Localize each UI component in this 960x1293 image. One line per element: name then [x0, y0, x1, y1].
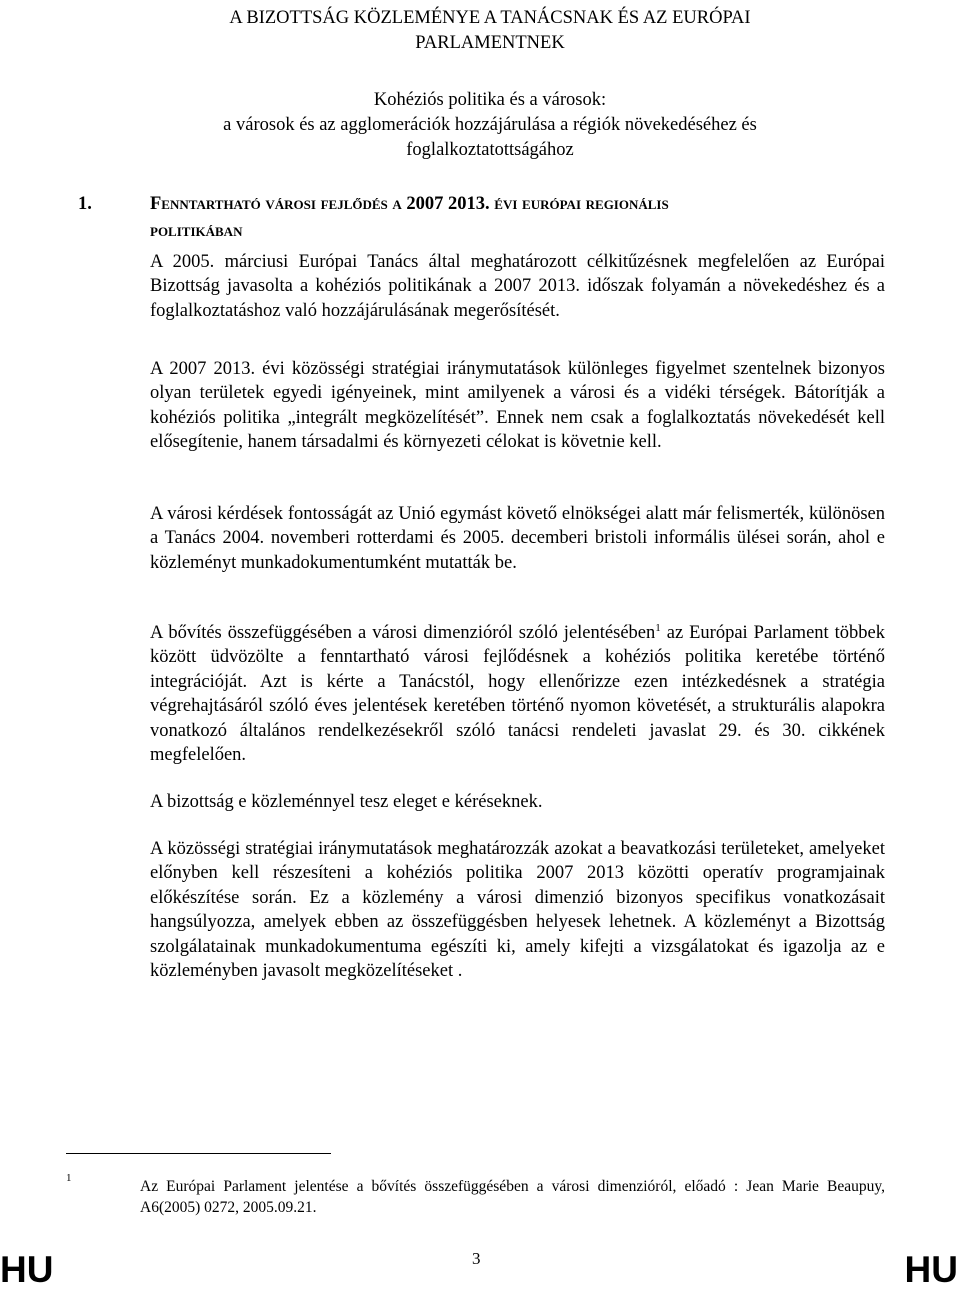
footnote-divider [66, 1153, 331, 1154]
section-heading-part2: évi európai regionális [494, 194, 669, 214]
paragraph-strategic-guidelines: A 2007 2013. évi közösségi stratégiai iránymutatások különleges figyelmet szentelnek bizonyos olyan területek egyedi igényeinek, mint amilyenek a városi és a vidéki térségek. Bátorítják a kohéziós politika „integrált megközelítését”. Ennek nem csak a foglalkoztatás növekedését kell elősegítenie, hanem társadalmi és környezeti célokat is követnie kell. [150, 359, 885, 453]
document-title [150, 6, 830, 56]
subtitle-line-2: a városok és az agglomerációk hozzájárulása a régiók növekedéséhez és [223, 115, 757, 135]
section-heading-year-start: 2007 [406, 194, 444, 214]
paragraph-urban-issues: A városi kérdések fontosságát az Unió egymást követő elnökségei alatt már felismerték, különösen a Tanács 2004. novemberi rotterdami és 2005. decemberi bristoli informális ülései során, ahol e közleményt munkadokumentumként mutatták be. [150, 504, 885, 573]
language-code-left: HU [0, 1249, 54, 1290]
subtitle-line-1: Kohéziós politika és a városok: [373, 90, 607, 110]
title-line-2: PARLAMENTNEK [415, 33, 565, 53]
section-heading-year-end: 2013. [448, 194, 490, 214]
enlargement-text-end: az Európai Parlament többek között üdvözölte a fenntartható városi fejlődésnek a kohéziós politika keretébe történő integrációját. Azt is kérte a Tanácstól, hogy ellenőrizze ezen intézkedésnek a stratégia végrehajtásáról szóló éves jelentések keretében történő nyomon követését, a strukturális alapokra vonatkozó általános rendelkezésekről szóló tanácsi rendeleti javaslat 29. és 30. cikkének megfelelően. [150, 623, 886, 766]
section-heading-part1: Fenntartható városi fejlődés a [150, 194, 402, 214]
enlargement-text-start: A bővítés összefüggésében a városi dimenzióról szóló jelentésében [150, 623, 656, 643]
document-subtitle [120, 88, 860, 163]
page-number: 3 [472, 1249, 481, 1268]
title-line-1: A BIZOTTSÁG KÖZLEMÉNYE A TANÁCSNAK ÉS AZ EURÓPAI [229, 8, 751, 28]
paragraph-intervention-areas: A közösségi stratégiai iránymutatások meghatározzák azokat a beavatkozási területeket, amelyeket előnyben kell részesíteni a kohéziós politika 2007 2013 közötti operatív programjainak előkészítése során. Ez a közlemény a városi dimenzió bizonyos specifikus vonatkozásait hangsúlyozza, amelyek ebben az összefüggésben helyesek lehetnek. A közleményt a Bizottság szolgálatainak munkadokumentuma egészíti ki, amely kifejti a vizsgálatokat és igazolja az e közleményben javasolt megközelítéseket . [150, 839, 885, 982]
footnote-reference[interactable]: 1 [655, 622, 661, 634]
paragraph-enlargement [150, 621, 885, 767]
language-code-right: HU [904, 1249, 958, 1290]
section-heading [78, 191, 898, 245]
subtitle-line-3: foglalkoztatottságához [406, 140, 574, 160]
footnote-number: 1 [66, 1172, 72, 1184]
footnote-text: Az Európai Parlament jelentése a bővítés összefüggésében a városi dimenzióról, előadó : Jean Marie Beaupuy, A6(2005) 0272, 2005.09.21. [140, 1178, 885, 1216]
section-number: 1. [78, 194, 92, 214]
section-heading-line-2: politikában [150, 221, 243, 241]
paragraph-european-council: A 2005. márciusi Európai Tanács által meghatározott célkitűzésnek megfelelően az Európai Bizottság javasolta a kohéziós politikának a 2007 2013. időszak folyamán a növekedéshez és a foglalkoztatáshoz való hozzájárulásának megerősítését. [150, 252, 885, 321]
paragraph-commission-response: A bizottság e közleménnyel tesz eleget e kéréseknek. [150, 792, 543, 812]
